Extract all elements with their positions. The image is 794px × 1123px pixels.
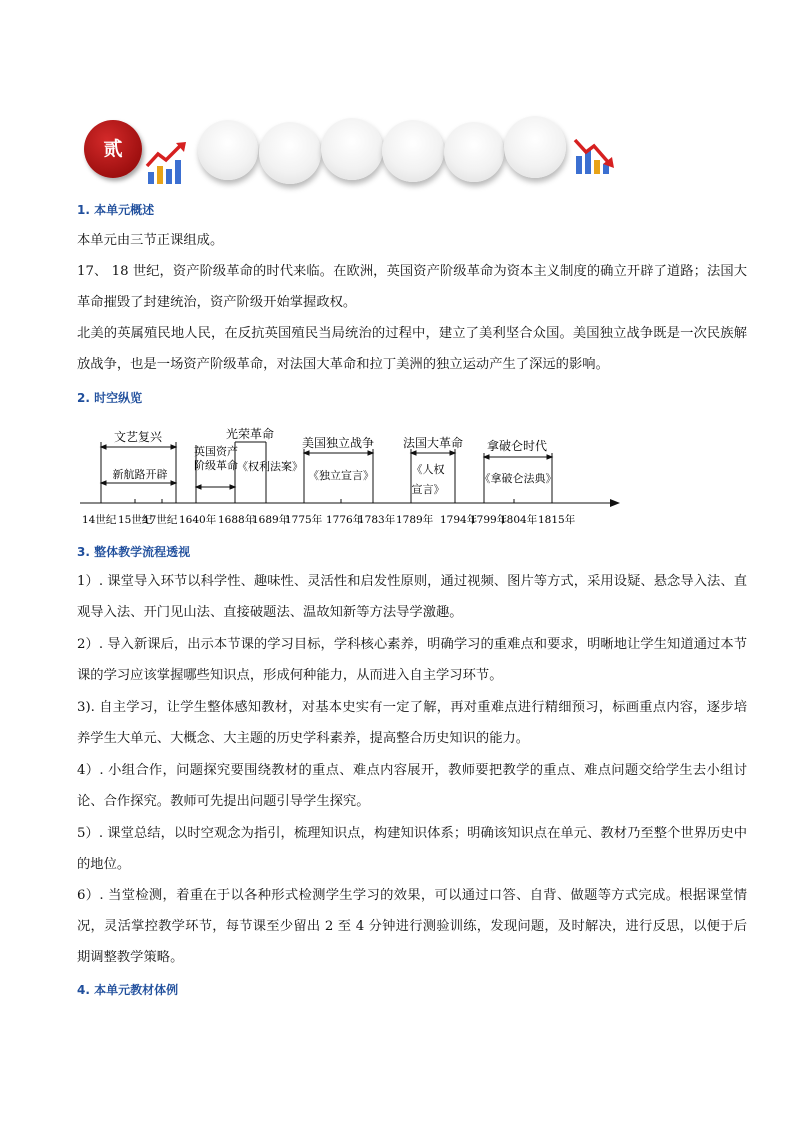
- flow-paragraph-1: 1）. 课堂导入环节以科学性、趣味性、灵活性和启发性原则，通过视频、图片等方式，采用设疑、悬念导入法、直观导入法、开门见山法、直接破题法、温故知新等方法导学激趣。: [77, 574, 747, 620]
- tick-label: 1789年: [396, 514, 434, 526]
- tick-label: 1688年: [218, 514, 256, 526]
- flow-paragraph-3: 3). 自主学习，让学生整体感知教材，对基本史实有一定了解，再对重难点进行精细预习，标画重点内容，逐步培养学生大单元、大概念、大主题的历史学科素养，提高整合历史知识的能力。: [77, 700, 747, 746]
- tick-label: 15世纪: [118, 514, 153, 526]
- event-french-rev: 法国大革命: [402, 436, 464, 450]
- event-rights-1: 《人权: [411, 463, 445, 476]
- section-banner: [84, 112, 624, 202]
- section-heading-timeline: 2. 时空纵览: [77, 391, 143, 405]
- section-number-badge: 贰: [84, 120, 142, 178]
- decor-circle-6: [504, 116, 566, 178]
- flow-paragraph-5: 5）. 课堂总结，以时空观念为指引，梳理知识点，构建知识体系；明确该知识点在单元、教材乃至整个世界历史中的地位。: [77, 826, 747, 872]
- decor-circle-3: [321, 118, 383, 180]
- overview-paragraph-1: 本单元由三节正课组成。: [77, 233, 224, 248]
- event-english-rev-1: 英国资产: [194, 445, 238, 458]
- event-new-route: 新航路开辟: [112, 468, 168, 481]
- event-us-war: 美国独立战争: [301, 436, 375, 450]
- event-napoleon: 拿破仑时代: [486, 439, 548, 453]
- event-renaissance: 文艺复兴: [113, 430, 163, 444]
- tick-label: 1783年: [358, 514, 396, 526]
- tick-label: 1775年: [285, 514, 323, 526]
- tick-label: 17世纪: [143, 514, 178, 526]
- overview-paragraph-2: 17、 18 世纪，资产阶级革命的时代来临。在欧洲，英国资产阶级革命为资本主义制度的确立开辟了道路；法国大革命摧毁了封建统治，资产阶级开始掌握政权。: [77, 264, 747, 310]
- tick-label: 1815年: [538, 514, 576, 526]
- chart-up-icon: [144, 140, 192, 188]
- event-declaration: 《独立宣言》: [308, 469, 374, 482]
- tick-label: 1794年: [440, 514, 478, 526]
- tick-label: 1804年: [500, 514, 538, 526]
- event-glorious-rev: 光荣革命: [225, 427, 275, 441]
- tick-label: 14世纪: [82, 514, 117, 526]
- flow-paragraph-4: 4）. 小组合作，问题探究要围绕教材的重点、难点内容展开，教师要把教学的重点、难点问题交给学生去小组讨论、合作探究。教师可先提出问题引导学生探究。: [77, 763, 747, 809]
- event-napoleon-code: 《拿破仑法典》: [479, 472, 557, 485]
- event-bill-of-rights: 《权利法案》: [237, 460, 303, 473]
- chart-down-icon: [572, 132, 618, 178]
- tick-label: 1776年: [326, 514, 364, 526]
- overview-paragraph-3: 北美的英属殖民地人民，在反抗英国殖民当局统治的过程中，建立了美利坚合众国。美国独立战争既是一次民族解放战争，也是一场资产阶级革命，对法国大革命和拉丁美洲的独立运动产生了深远的影响。: [77, 326, 747, 372]
- tick-label: 1640年: [179, 514, 217, 526]
- decor-circle-2: [259, 122, 321, 184]
- history-timeline: [80, 425, 620, 530]
- flow-paragraph-6: 6）. 当堂检测，着重在于以各种形式检测学生学习的效果，可以通过口答、自背、做题等方式完成。根据课堂情况，灵活掌控教学环节，每节课至少留出 2 至 4 分钟进行测验训练，发现问题，及时解决，进行反思，以便于后期调整教学策略。: [77, 888, 747, 965]
- decor-circle-1: [198, 120, 258, 180]
- tick-label: 1689年: [252, 514, 290, 526]
- event-english-rev-2: 阶级革命: [194, 459, 238, 472]
- section-heading-overview: 1. 本单元概述: [77, 203, 155, 217]
- decor-circle-5: [444, 122, 504, 182]
- section-heading-textbook-format: 4. 本单元教材体例: [77, 983, 179, 997]
- flow-paragraph-2: 2）. 导入新课后，出示本节课的学习目标，学科核心素养，明确学习的重难点和要求，明晰地让学生知道通过本节课的学习应该掌握哪些知识点，形成何种能力，从而进入自主学习环节。: [77, 637, 747, 683]
- event-rights-2: 宣言》: [411, 483, 445, 496]
- section-heading-teaching-flow: 3. 整体教学流程透视: [77, 545, 191, 559]
- decor-circle-4: [382, 120, 444, 182]
- tick-label: 1799年: [470, 514, 508, 526]
